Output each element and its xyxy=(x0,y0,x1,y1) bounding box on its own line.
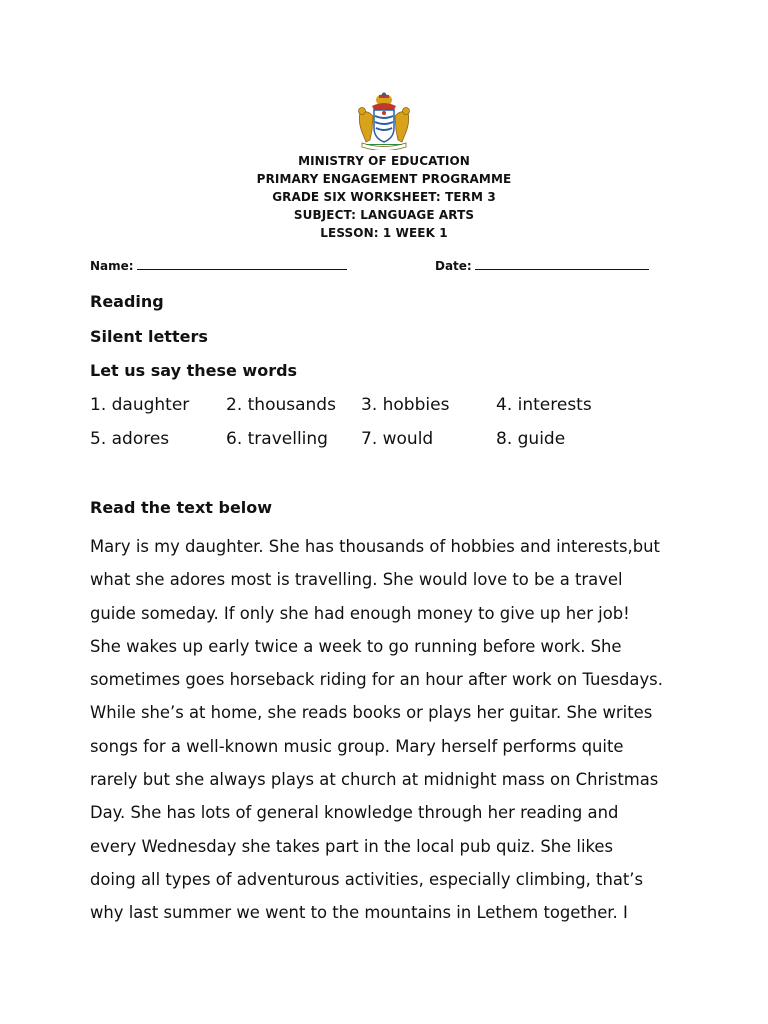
subject-title: SUBJECT: LANGUAGE ARTS xyxy=(293,208,475,222)
lesson-title: LESSON: 1 WEEK 1 xyxy=(320,226,448,240)
passage-line: While she’s at home, she reads books or plays her guitar. She writes xyxy=(90,703,653,723)
passage-line: rarely but she always plays at church at midnight mass on Christmas xyxy=(90,770,659,790)
date-blank-line[interactable] xyxy=(475,258,649,270)
say-words-heading: Let us say these words xyxy=(90,361,298,380)
worksheet-header xyxy=(0,152,768,242)
list-item: 5. adores xyxy=(90,429,170,449)
passage-line: guide someday. If only she had enough money to give up her job! xyxy=(90,603,630,623)
list-item: 2. thousands xyxy=(226,395,336,415)
passage-line: what she adores most is travelling. She would love to be a travel xyxy=(90,570,623,590)
passage-line: Mary is my daughter. She has thousands of hobbies and interests,but xyxy=(90,537,660,556)
reading-heading: Reading xyxy=(90,292,164,311)
passage-line: why last summer we went to the mountains in Lethem together. I xyxy=(90,903,628,923)
passage-line: songs for a well-known music group. Mary herself performs quite xyxy=(90,736,624,756)
list-item: 1. daughter xyxy=(90,395,190,415)
list-item: 7. would xyxy=(361,429,434,449)
name-date-row xyxy=(90,258,690,276)
date-label: Date: xyxy=(435,259,472,273)
date-field[interactable] xyxy=(435,258,649,273)
passage-line: Day. She has lots of general knowledge through her reading and xyxy=(90,803,619,823)
name-blank-line[interactable] xyxy=(137,258,347,270)
name-field[interactable] xyxy=(90,258,347,273)
passage-line: She wakes up early twice a week to go running before work. She xyxy=(90,636,622,656)
name-label: Name: xyxy=(90,259,134,273)
ministry-title: MINISTRY OF EDUCATION xyxy=(298,154,470,168)
list-item: 6. travelling xyxy=(226,429,328,449)
silent-letters-heading: Silent letters xyxy=(90,327,208,346)
read-text-heading: Read the text below xyxy=(90,498,273,517)
list-item: 3. hobbies xyxy=(361,395,450,415)
worksheet-title: GRADE SIX WORKSHEET: TERM 3 xyxy=(272,190,496,204)
reading-passage xyxy=(90,530,690,930)
list-item: 8. guide xyxy=(496,429,566,449)
passage-line: sometimes goes horseback riding for an hour after work on Tuesdays. xyxy=(90,670,663,690)
coat-of-arms-icon xyxy=(352,92,416,150)
programme-title: PRIMARY ENGAGEMENT PROGRAMME xyxy=(256,172,512,186)
passage-line: doing all types of adventurous activities, especially climbing, that’s xyxy=(90,869,644,889)
passage-line: every Wednesday she takes part in the local pub quiz. She likes xyxy=(90,836,614,856)
list-item: 4. interests xyxy=(496,395,592,415)
